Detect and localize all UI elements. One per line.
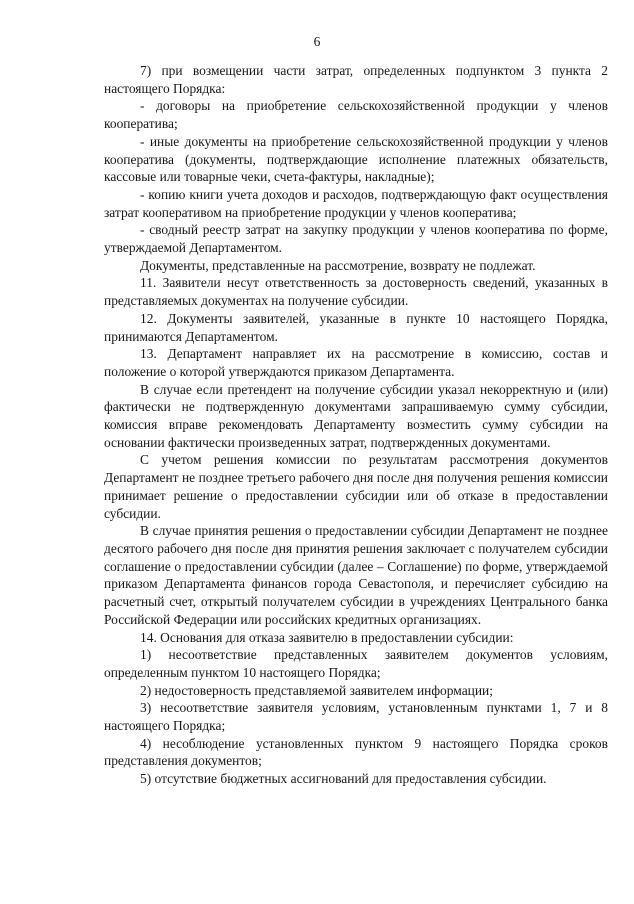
paragraph-agreement: В случае принятия решения о предоставлении субсидии Департамент не позднее десятого рабочего дня после дня принятия решения заключает с получателем субсидии соглашение о предоставлении субсидии (далее – Соглашение) по форме, утверждаемой приказом Департамента финансов города Севастополя, и перечисляет субсидию на расчетный счет, открытый получателем субсидии в учреждениях Центрального банка Российской Федерации или российских кредитных организациях.	[104, 523, 608, 627]
paragraph-clause-12: 12. Документы заявителей, указанные в пункте 10 настоящего Порядка, принимаются Департаментом.	[104, 310, 608, 344]
paragraph-refusal-4: 4) несоблюдение установленных пунктом 9 настоящего Порядка сроков представления документов;	[104, 735, 608, 769]
paragraph-refusal-2: 2) недостоверность представляемой заявителем информации;	[140, 682, 493, 698]
paragraph-clause-14: 14. Основания для отказа заявителю в предоставлении субсидии:	[140, 629, 514, 645]
paragraph-contracts: - договоры на приобретение сельскохозяйственной продукции у членов кооператива;	[104, 98, 608, 132]
paragraph-refusal-3: 3) несоответствие заявителя условиям, установленным пунктами 1, 7 и 8 настоящего Порядка;	[104, 700, 608, 734]
document-body	[104, 62, 608, 788]
paragraph-refusal-1: 1) несоответствие представленных заявителем документов условиям, определенным пунктом 10 настоящего Порядка;	[104, 647, 608, 680]
paragraph-item-7: 7) при возмещении части затрат, определенных подпунктом 3 пункта 2 настоящего Порядка:	[104, 63, 608, 96]
page-number: 6	[313, 34, 321, 49]
paragraph-summary-register: - сводный реестр затрат на закупку продукции у членов кооператива по форме, утверждаемой Департаментом.	[104, 222, 608, 256]
paragraph-refusal-5: 5) отсутствие бюджетных ассигнований для предоставления субсидии.	[140, 771, 547, 787]
paragraph-other-documents: - иные документы на приобретение сельскохозяйственной продукции у членов кооператива (документы, подтверждающие исполнение платежных обязательств, кассовые или товарные чеки, счета-фактуры, накладные);	[104, 133, 608, 185]
paragraph-not-returned: Документы, представленные на рассмотрение, возврату не подлежат.	[140, 257, 536, 273]
paragraph-clause-11: 11. Заявители несут ответственность за достоверность сведений, указанных в представляемых документах на получение субсидии.	[104, 275, 608, 309]
paragraph-incorrect-amount: В случае если претендент на получение субсидии указал некорректную и (или) фактически не подтвержденную документами запрашиваемую сумму субсидии, комиссия вправе рекомендовать Департаменту возместить сумму субсидии на основании фактически произведенных затрат, подтвержденных документами.	[104, 381, 608, 450]
paragraph-clause-13: 13. Департамент направляет их на рассмотрение в комиссию, состав и положение о которой утверждаются приказом Департамента.	[104, 346, 608, 379]
paragraph-accounting-book: - копию книги учета доходов и расходов, подтверждающую факт осуществления затрат кооперативом на приобретение продукции у членов кооператива;	[104, 186, 608, 220]
paragraph-commission-decision: С учетом решения комиссии по результатам рассмотрения документов Департамент не позднее третьего рабочего дня после дня получения решения комиссии принимает решение о предоставлении субсидии или об отказе в предоставлении субсидии.	[104, 452, 608, 521]
